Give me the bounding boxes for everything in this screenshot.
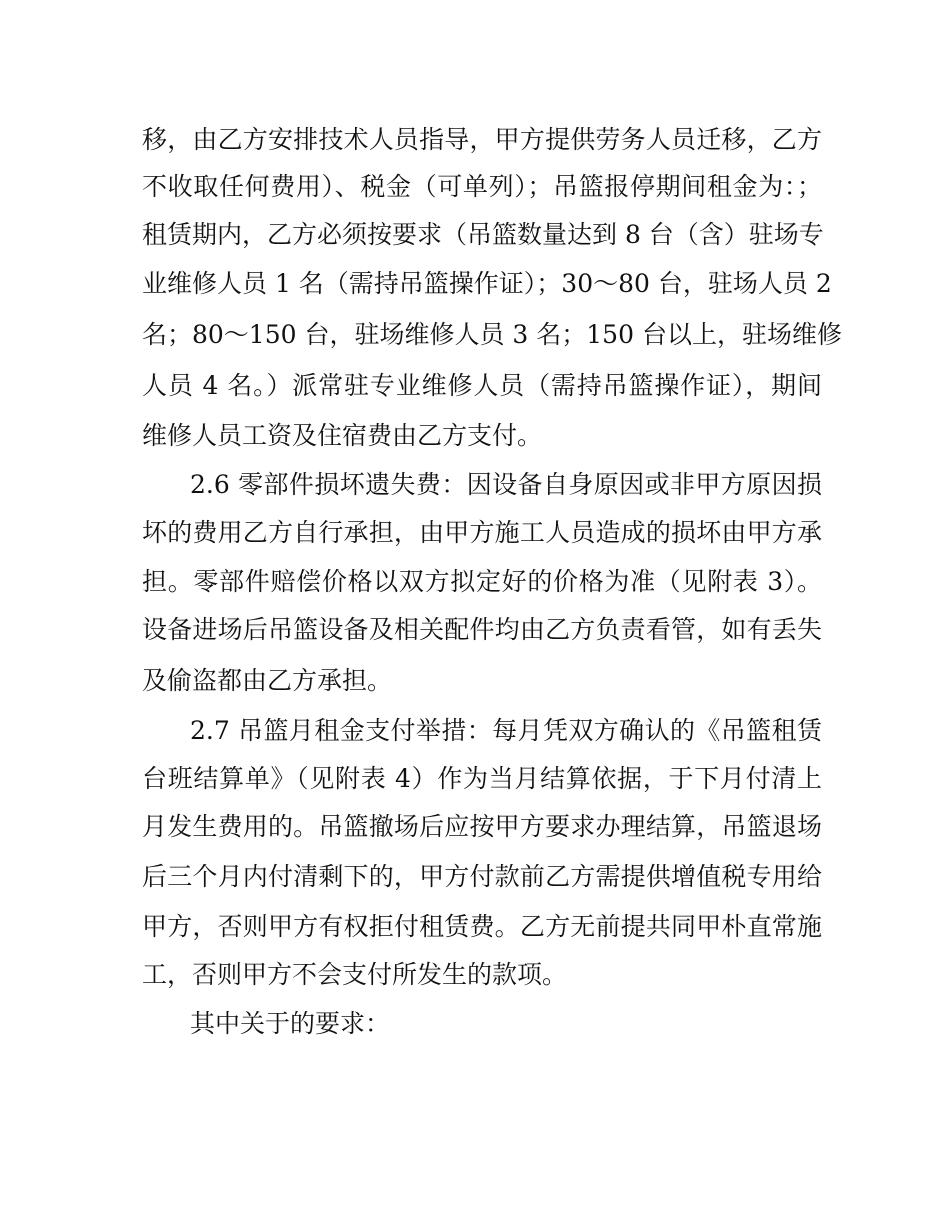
requirements-intro-line: 其中关于的要求： bbox=[190, 1009, 391, 1038]
paragraph-line: 甲方，否则甲方有权拒付租赁费。乙方无前提共同甲朴直常施 bbox=[142, 912, 822, 941]
paragraph-line: 业维修人员 1 名（需持吊篮操作证）；30～80 台，驻场人员 2 bbox=[142, 269, 832, 298]
section-2-7-heading-line: 2.7 吊篮月租金支付举措：每月凭双方确认的《吊篮租赁 bbox=[190, 716, 822, 745]
paragraph-line: 移，由乙方安排技术人员指导，甲方提供劳务人员迁移，乙方 bbox=[142, 125, 822, 154]
paragraph-line: 担。零部件赔偿价格以双方拟定好的价格为准（见附表 3）。 bbox=[142, 567, 822, 596]
paragraph-line: 工，否则甲方不会支付所发生的款项。 bbox=[142, 960, 568, 989]
paragraph-line: 租赁期内，乙方必须按要求（吊篮数量达到 8 台（含）驻场专 bbox=[142, 220, 824, 249]
paragraph-line: 后三个月内付清剩下的，甲方付款前乙方需提供增值税专用给 bbox=[142, 862, 822, 891]
paragraph-line: 人员 4 名。）派常驻专业维修人员（需持吊篮操作证），期间 bbox=[142, 371, 822, 400]
paragraph-line: 名；80～150 台，驻场维修人员 3 名；150 台以上，驻场维修 bbox=[142, 320, 842, 349]
paragraph-line: 坏的费用乙方自行承担，由甲方施工人员造成的损坏由甲方承 bbox=[142, 518, 822, 547]
paragraph-line: 不收取任何费用）、税金（可单列）；吊篮报停期间租金为：； bbox=[142, 172, 822, 201]
paragraph-line: 设备进场后吊篮设备及相关配件均由乙方负责看管，如有丢失 bbox=[142, 615, 822, 644]
paragraph-line: 维修人员工资及住宿费由乙方支付。 bbox=[142, 421, 543, 450]
paragraph-line: 台班结算单》（见附表 4）作为当月结算依据，于下月付清上 bbox=[142, 764, 822, 793]
section-2-6-heading-line: 2.6 零部件损坏遗失费：因设备自身原因或非甲方原因损 bbox=[190, 470, 822, 499]
paragraph-line: 月发生费用的。吊篮撤场后应按甲方要求办理结算，吊篮退场 bbox=[142, 812, 822, 841]
paragraph-line: 及偷盗都由乙方承担。 bbox=[142, 666, 393, 695]
